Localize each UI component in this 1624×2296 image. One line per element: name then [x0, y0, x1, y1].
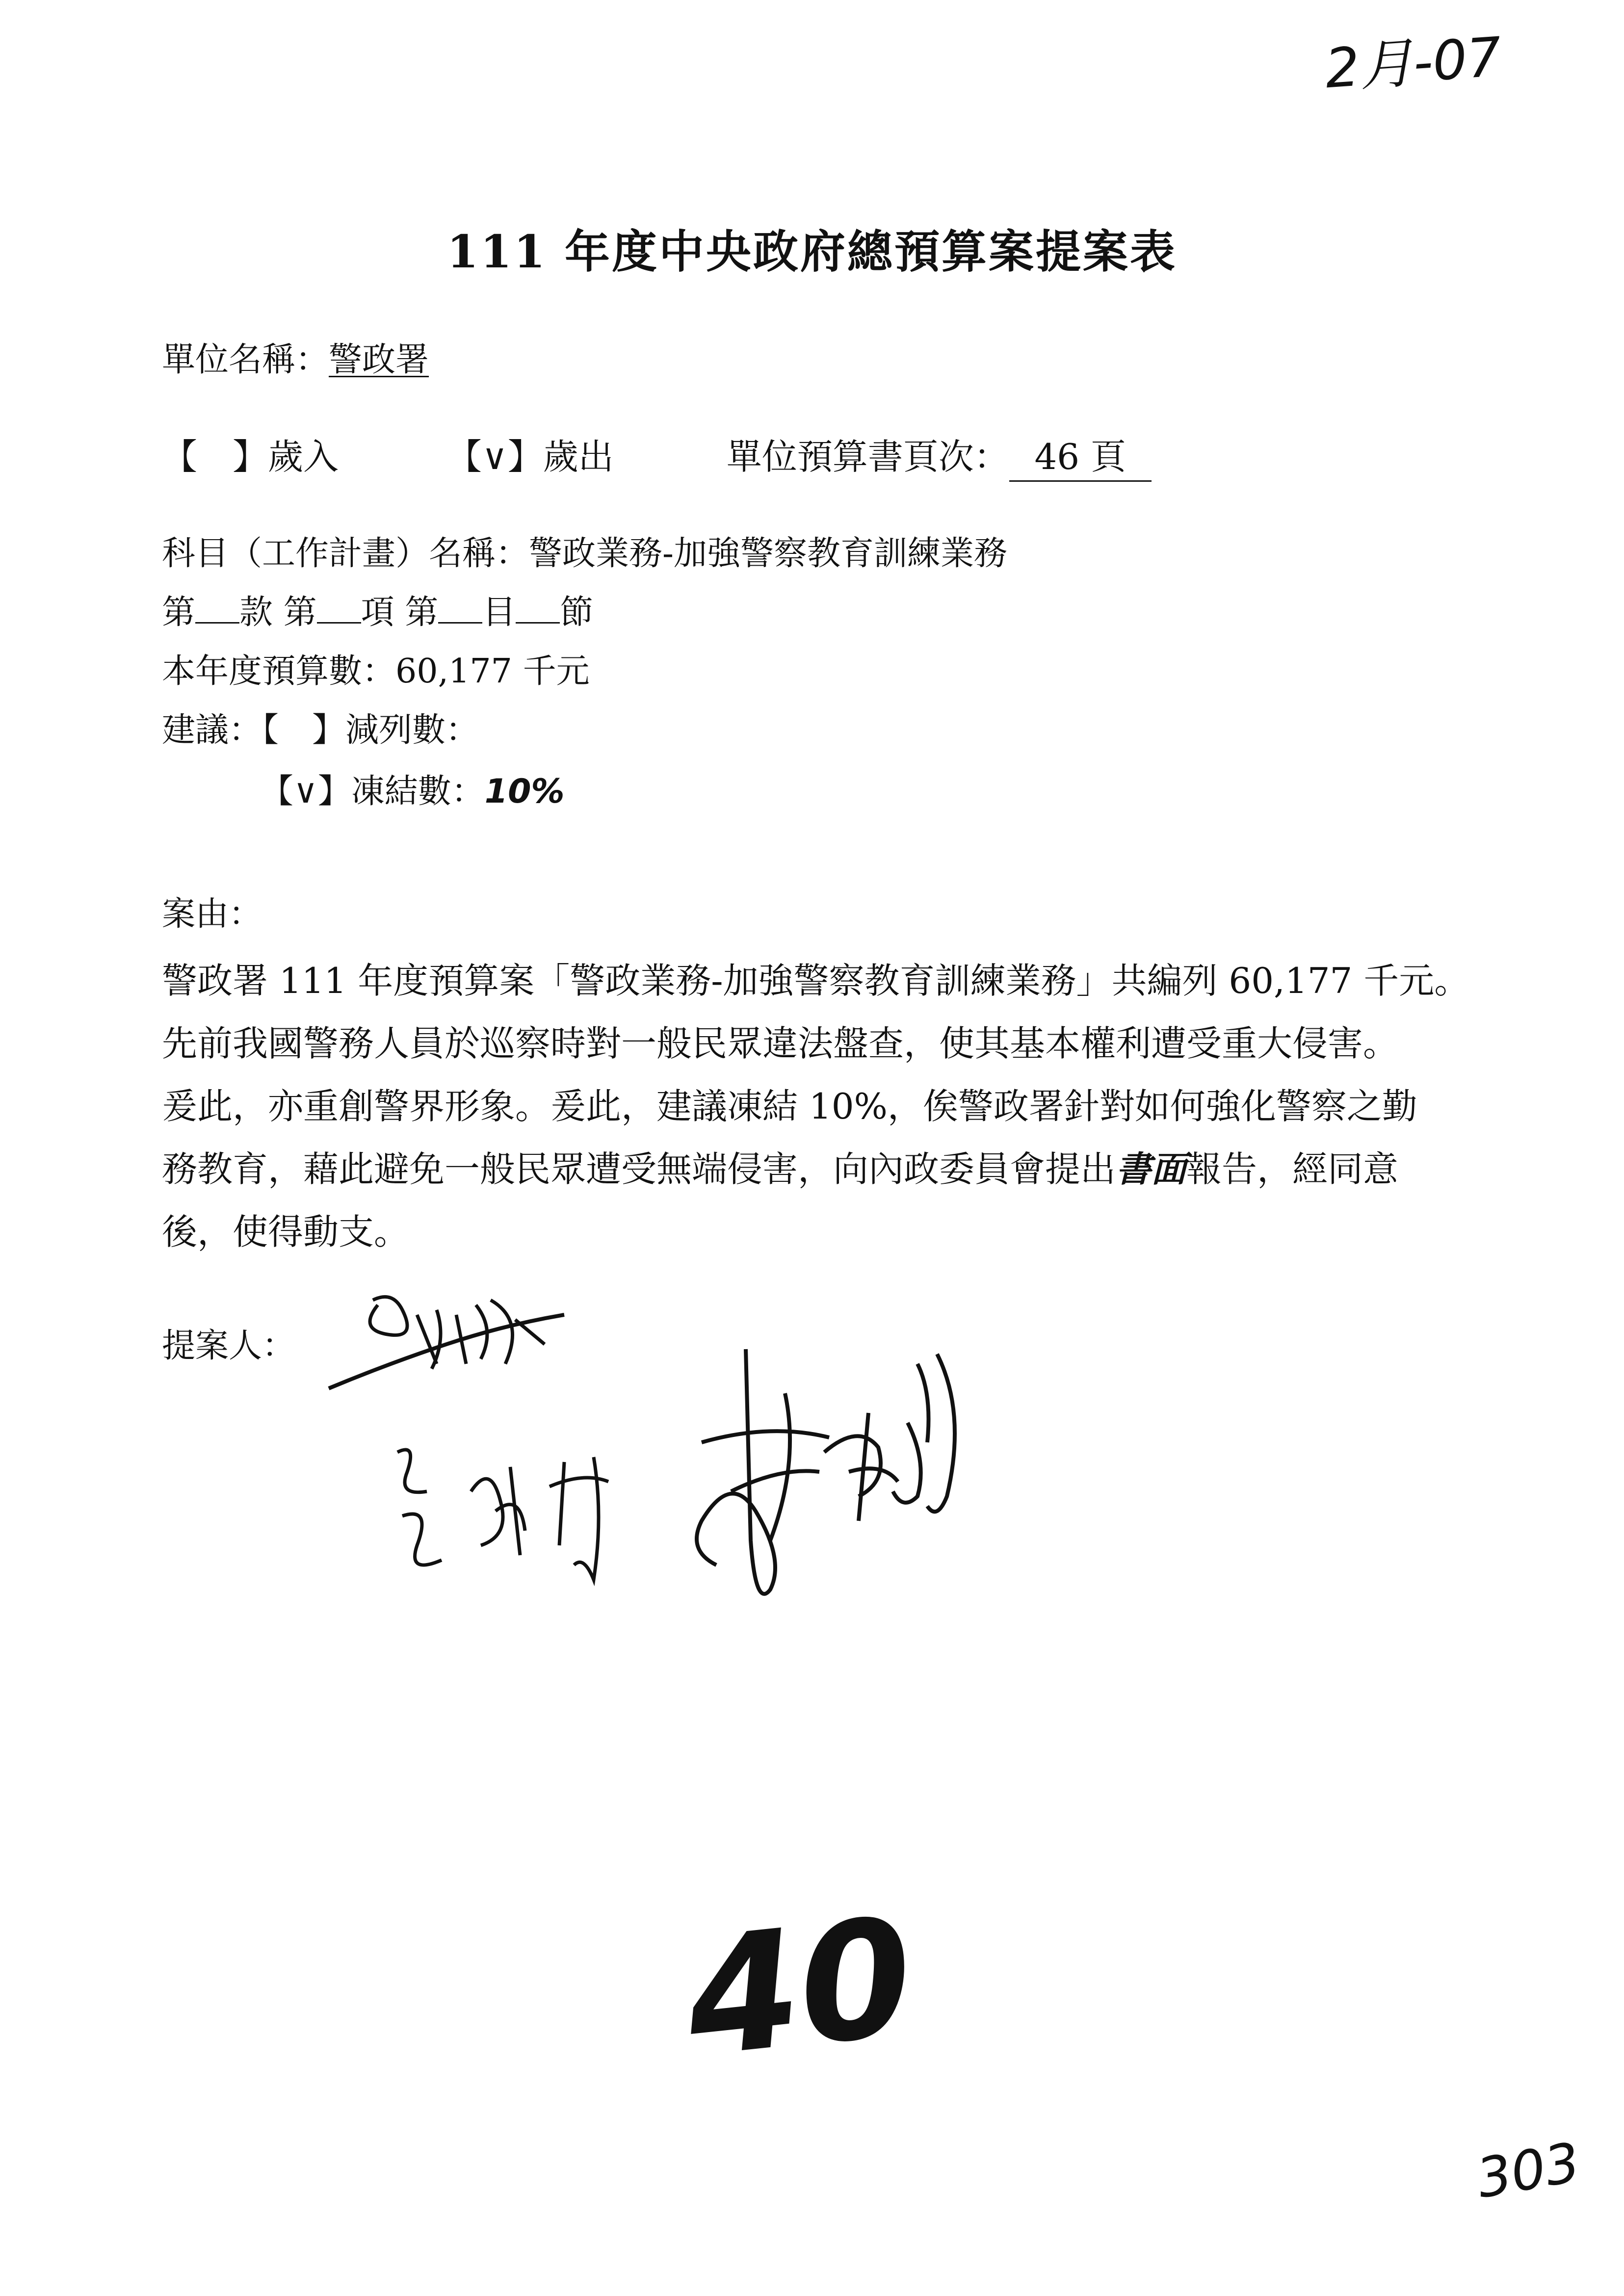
revenue-label: 歲入 [268, 436, 339, 477]
reason-line: 爰此，亦重創警界形象。爰此，建議凍結 10%，俟警政署針對如何強化警察之勤 [162, 1086, 1417, 1127]
freeze-row [162, 770, 565, 813]
unit-value: 警政署 [329, 340, 429, 379]
page-title: 111 年度中央政府總預算案提案表 [446, 225, 1178, 278]
subject-value: 警政業務-加強警察教育訓練業務 [529, 534, 1007, 573]
section-part: 第 [162, 593, 196, 632]
reason-text: 報告，經同意 [1186, 1148, 1399, 1190]
blank-field [317, 593, 361, 624]
budget-amount-label: 本年度預算數： [162, 652, 396, 691]
corner-handwritten-note: 2月-07 [1323, 25, 1504, 101]
page-ref-label: 單位預算書頁次： [726, 436, 1009, 477]
budget-type-row [162, 434, 1152, 482]
suggestion-row [162, 709, 479, 752]
reduce-label: 減列數： [345, 711, 479, 750]
freeze-value: 10% [484, 772, 565, 811]
page-ref-value: 46 頁 [1009, 434, 1152, 482]
reason-line: 後，使得動支。 [162, 1211, 410, 1252]
reduce-checkbox: 【 】 [262, 711, 346, 750]
section-part: 節 [560, 593, 594, 632]
unit-row [162, 339, 429, 382]
reason-line: 先前我國警務人員於巡察時對一般民眾違法盤查，使其基本權利遭受重大侵害。 [162, 1023, 1399, 1064]
reason-text: 務教育，藉此避免一般民眾遭受無端侵害，向內政委員會提出 [162, 1148, 1116, 1190]
freeze-checkbox: 【∨】 [260, 772, 351, 811]
section-row [162, 591, 593, 634]
section-part: 目 [482, 593, 516, 632]
unit-label: 單位名稱： [162, 340, 329, 379]
revenue-checkbox: 【 】 [162, 436, 268, 477]
freeze-label: 凍結數： [351, 772, 485, 811]
budget-amount-value: 60,177 千元 [395, 652, 590, 691]
signature-1 [319, 1271, 574, 1418]
signature-2 [388, 1433, 643, 1594]
section-part: 項 第 [361, 593, 439, 632]
section-part: 款 第 [239, 593, 317, 632]
expense-checkbox: 【∨】 [446, 436, 543, 477]
budget-amount-row [162, 650, 590, 693]
expense-label: 歲出 [543, 436, 614, 477]
blank-field [438, 593, 482, 624]
reason-label: 案由： [162, 895, 262, 934]
subject-label: 科目（工作計畫）名稱： [162, 534, 529, 573]
page-number-note: 303 [1472, 2130, 1585, 2211]
big-handwritten-number: 40 [678, 1882, 922, 2093]
blank-field [195, 593, 239, 624]
reason-line [162, 1138, 1487, 1200]
handwritten-correction: 書面 [1116, 1148, 1187, 1190]
reason-body [162, 949, 1487, 1263]
blank-field [516, 593, 560, 624]
subject-row [162, 532, 1007, 575]
proposer-label: 提案人： [162, 1327, 296, 1365]
signature-3 [672, 1334, 986, 1639]
reason-line: 警政署 111 年度預算案「警政業務-加強警察教育訓練業務」共編列 60,177 千元。 [162, 960, 1470, 1001]
suggestion-label: 建議： [162, 711, 262, 750]
